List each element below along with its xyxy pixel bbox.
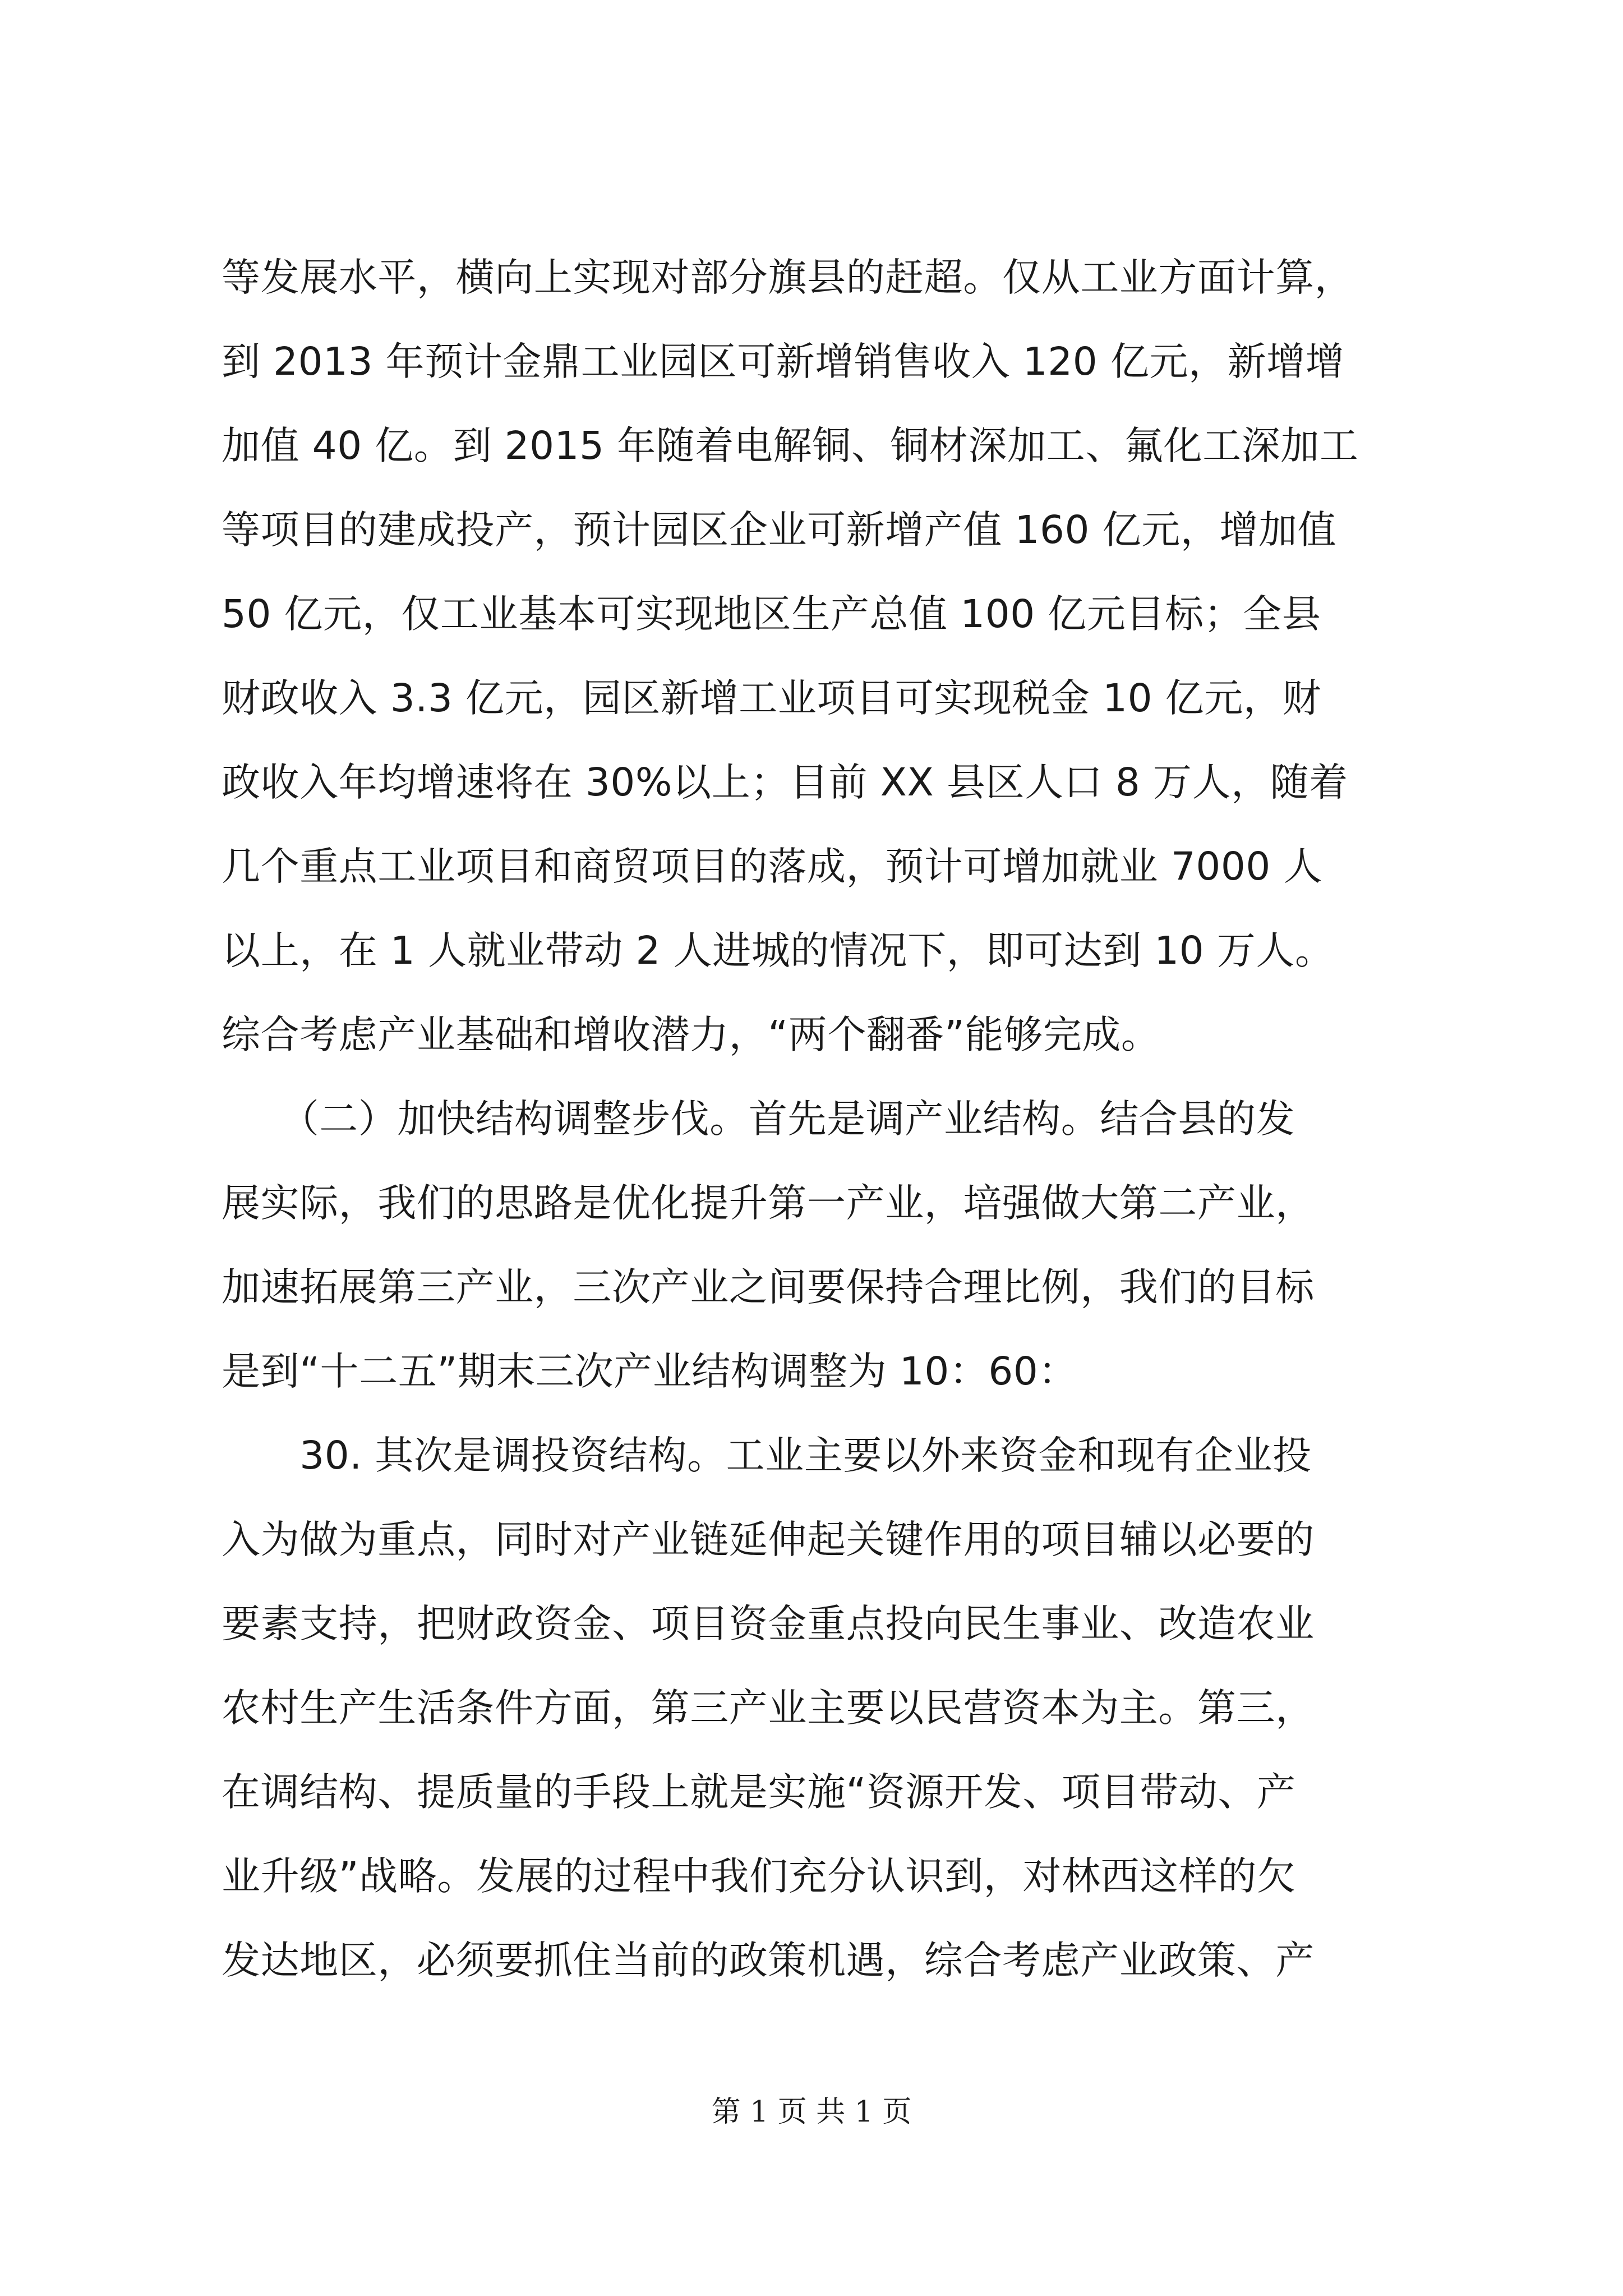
text-line: 在调结构、提质量的手段上就是实施“资源开发、项目带动、产 <box>222 1770 1296 1815</box>
text-line: 农村生产生活条件方面，第三产业主要以民营资本为主。第三， <box>222 1686 1315 1731</box>
text-line: 综合考虑产业基础和增收潜力，“两个翻番”能够完成。 <box>222 1013 1160 1057</box>
text-line: 50 亿元，仅工业基本可实现地区生产总值 100 亿元目标；全县 <box>222 592 1321 637</box>
text-line: 加值 40 亿。到 2015 年随着电解铜、铜材深加工、氟化工深加工 <box>222 424 1359 468</box>
text-line: 业升级”战略。发展的过程中我们充分认识到，对林西这样的欠 <box>222 1854 1296 1899</box>
text-line: 等发展水平，横向上实现对部分旗县的赶超。仅从工业方面计算， <box>222 255 1354 300</box>
text-line: 加速拓展第三产业，三次产业之间要保持合理比例，我们的目标 <box>222 1265 1315 1310</box>
page-number-label: 第 1 页 共 1 页 <box>711 2095 912 2129</box>
text-line: 展实际，我们的思路是优化提升第一产业，培强做大第二产业， <box>222 1181 1315 1226</box>
page-footer <box>0 2092 1623 2132</box>
text-line: 是到“十二五”期末三次产业结构调整为 10：60： <box>222 1349 1078 1394</box>
text-line: 政收入年均增速将在 30%以上；目前 XX 县区人口 8 万人，随着 <box>222 760 1348 805</box>
text-line: 财政收入 3.3 亿元，园区新增工业项目可实现税金 10 亿元，财 <box>222 676 1322 721</box>
text-line: 30. 其次是调投资结构。工业主要以外来资金和现有企业投 <box>222 1433 1312 1478</box>
text-line: 到 2013 年预计金鼎工业园区可新增销售收入 120 亿元，新增增 <box>222 339 1345 384</box>
text-line: 等项目的建成投产，预计园区企业可新增产值 160 亿元，增加值 <box>222 508 1337 553</box>
text-line: （二）加快结构调整步伐。首先是调产业结构。结合县的发 <box>222 1097 1295 1142</box>
text-line: 入为做为重点，同时对产业链延伸起关键作用的项目辅以必要的 <box>222 1517 1315 1562</box>
text-line: 以上，在 1 人就业带动 2 人进城的情况下，即可达到 10 万人。 <box>222 928 1334 973</box>
text-line: 几个重点工业项目和商贸项目的落成，预计可增加就业 7000 人 <box>222 844 1323 889</box>
text-line: 要素支持，把财政资金、项目资金重点投向民生事业、改造农业 <box>222 1602 1315 1646</box>
text-line: 发达地区，必须要抓住当前的政策机遇，综合考虑产业政策、产 <box>222 1938 1315 1983</box>
body-text <box>222 236 1422 2003</box>
